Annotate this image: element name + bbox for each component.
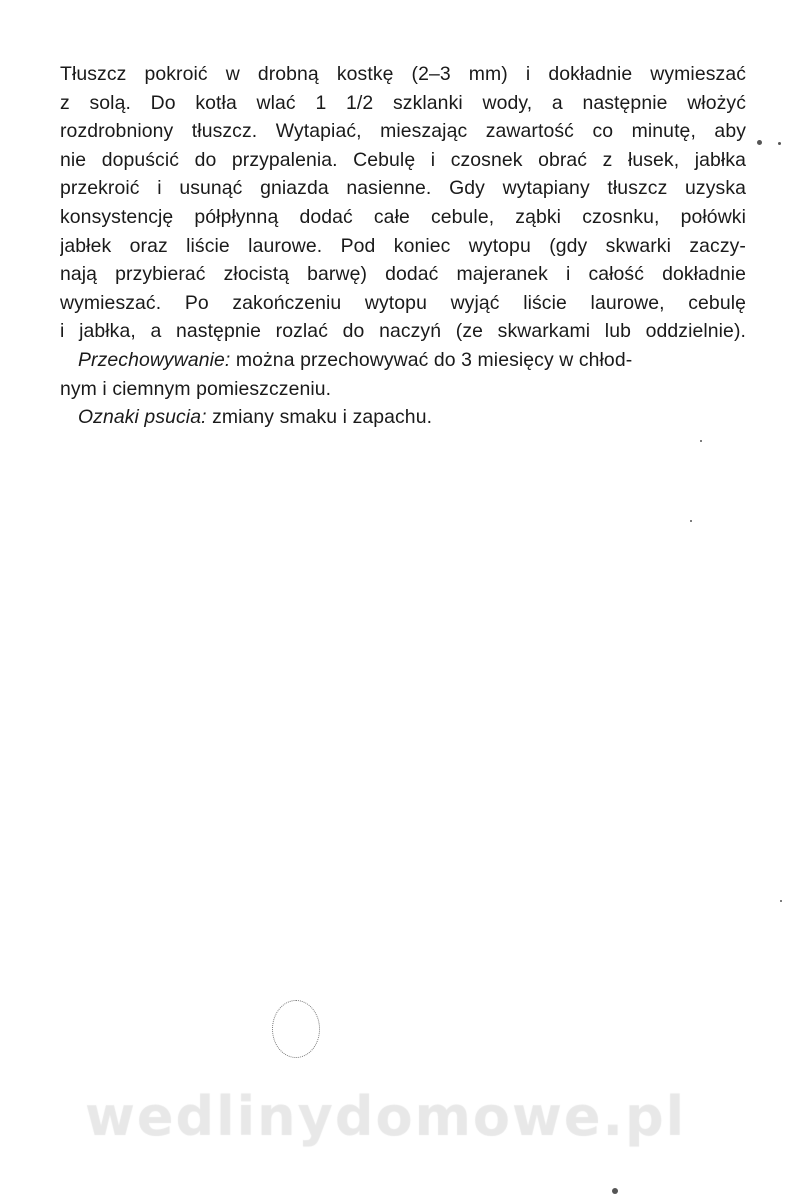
text-line-10: i jabłka, a następnie rozlać do naczyń (ze skwarkami lub oddzielnie). bbox=[60, 320, 746, 343]
scan-speck bbox=[778, 142, 781, 145]
storage-text-1: można przechowywać do 3 miesięcy w chłod- bbox=[230, 348, 633, 371]
scan-speck bbox=[612, 1188, 618, 1194]
text-line-1: Tłuszcz pokroić w drobną kostkę (2–3 mm) i dokładnie wymieszać bbox=[60, 63, 746, 85]
storage-label: Przechowywanie: bbox=[78, 348, 231, 371]
scan-speck bbox=[780, 900, 782, 902]
recipe-text-block bbox=[60, 60, 746, 432]
spoilage-label: Oznaki psucia: bbox=[78, 406, 207, 429]
storage-paragraph bbox=[60, 346, 746, 375]
spoilage-paragraph bbox=[60, 403, 746, 432]
spoilage-text: zmiany smaku i zapachu. bbox=[206, 406, 433, 429]
scan-speck bbox=[700, 440, 702, 442]
text-line-6: konsystencję półpłynną dodać całe cebule, ząbki czosnku, połówki bbox=[60, 205, 746, 228]
text-line-4: nie dopuścić do przypalenia. Cebulę i czosnek obrać z łusek, jabłka bbox=[60, 148, 746, 171]
text-line-8: nają przybierać złocistą barwę) dodać majeranek i całość dokładnie bbox=[60, 263, 746, 286]
storage-text-2: nym i ciemnym pomieszczeniu. bbox=[60, 377, 332, 400]
scan-speck bbox=[757, 140, 762, 145]
text-line-3: rozdrobniony tłuszcz. Wytapiać, mieszając zawartość co minutę, aby bbox=[60, 120, 746, 143]
text-line-9: wymieszać. Po zakończeniu wytopu wyjąć liście laurowe, cebulę bbox=[60, 291, 746, 314]
text-line-2: z solą. Do kotła wlać 1 1/2 szklanki wody, a następnie włożyć bbox=[60, 91, 746, 114]
watermark: wedlinydomowe.pl bbox=[85, 1085, 687, 1148]
scan-speck bbox=[690, 520, 692, 522]
text-line-7: jabłek oraz liście laurowe. Pod koniec wytopu (gdy skwarki zaczy- bbox=[60, 234, 746, 257]
text-line-5: przekroić i usunąć gniazda nasienne. Gdy wytapiany tłuszcz uzyska bbox=[60, 177, 746, 200]
scan-circle-mark bbox=[272, 1000, 320, 1058]
